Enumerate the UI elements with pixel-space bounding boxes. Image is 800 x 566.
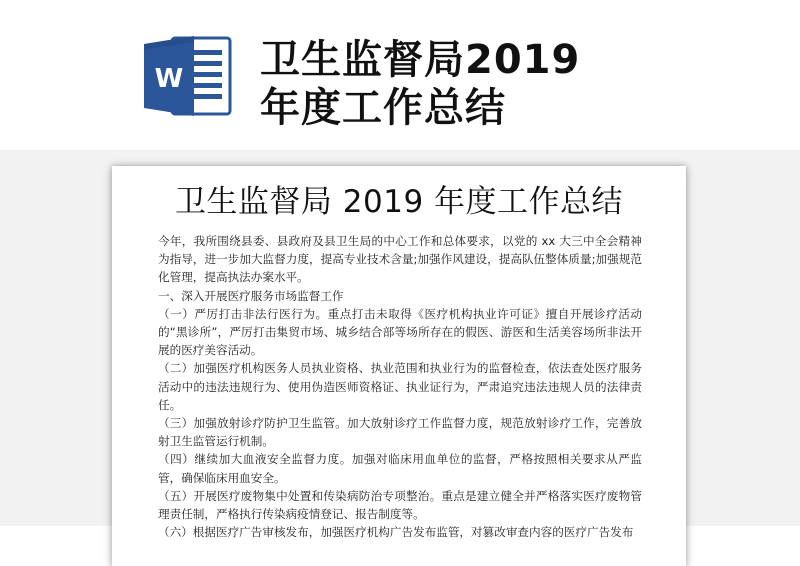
word-document-icon <box>142 30 234 122</box>
word-icon-letter: W <box>154 64 184 94</box>
paragraph-item-1: （一）严厉打击非法行医行为。重点打击未取得《医疗机构执业许可证》擅自开展诊疗活动的“黑诊所”，严厉打击集贸市场、城乡结合部等场所存在的假医、游医和生活美容场所非法开展的医疗美容活动。 <box>158 306 642 358</box>
document-title: 卫生监督局 2019 年度工作总结 <box>174 184 624 220</box>
paragraph-item-2: （二）加强医疗机构医务人员执业资格、执业范围和执业行为的监督检查，依法查处医疗服务活动中的违法违规行为、使用伪造医师资格证、执业证行为，严肃追究违法违规人员的法律责任。 <box>158 361 642 412</box>
paragraph-item-3: （三）加强放射诊疗防护卫生监管。加大放射诊疗工作监督力度，规范放射诊疗工作，完善放射卫生监管运行机制。 <box>158 416 642 449</box>
paragraph-item-6: （六）根据医疗广告审核发布，加强医疗机构广告发布监管，对篡改审查内容的医疗广告发布 <box>158 525 634 540</box>
section-heading: 一、深入开展医疗服务市场监督工作 <box>158 288 344 303</box>
header-banner <box>0 0 800 150</box>
page-title <box>260 36 780 132</box>
paragraph-item-4: （四）继续加大血液安全监督力度。加强对临床用血单位的监督，严格按照相关要求从严监管，确保临床用血安全。 <box>158 452 642 485</box>
paragraph-intro: 今年，我所围绕县委、县政府及县卫生局的中心工作和总体要求，以党的 xx 大三中全会精神为指导，进一步加大监督力度，提高专业技术含量;加强作风建设，提高队伍整体质量;加强规范化管理，提高执法办案水平。 <box>158 234 642 285</box>
page-title-line-1: 卫生监督局2019 <box>260 37 581 83</box>
document-page <box>112 166 686 566</box>
document-body <box>158 232 642 541</box>
paragraph-item-5: （五）开展医疗废物集中处置和传染病防治专项整治。重点是建立健全并严格落实医疗废物管理责任制，严格执行传染病疫情登记、报告制度等。 <box>158 488 642 522</box>
page-title-line-2: 年度工作总结 <box>260 85 506 131</box>
